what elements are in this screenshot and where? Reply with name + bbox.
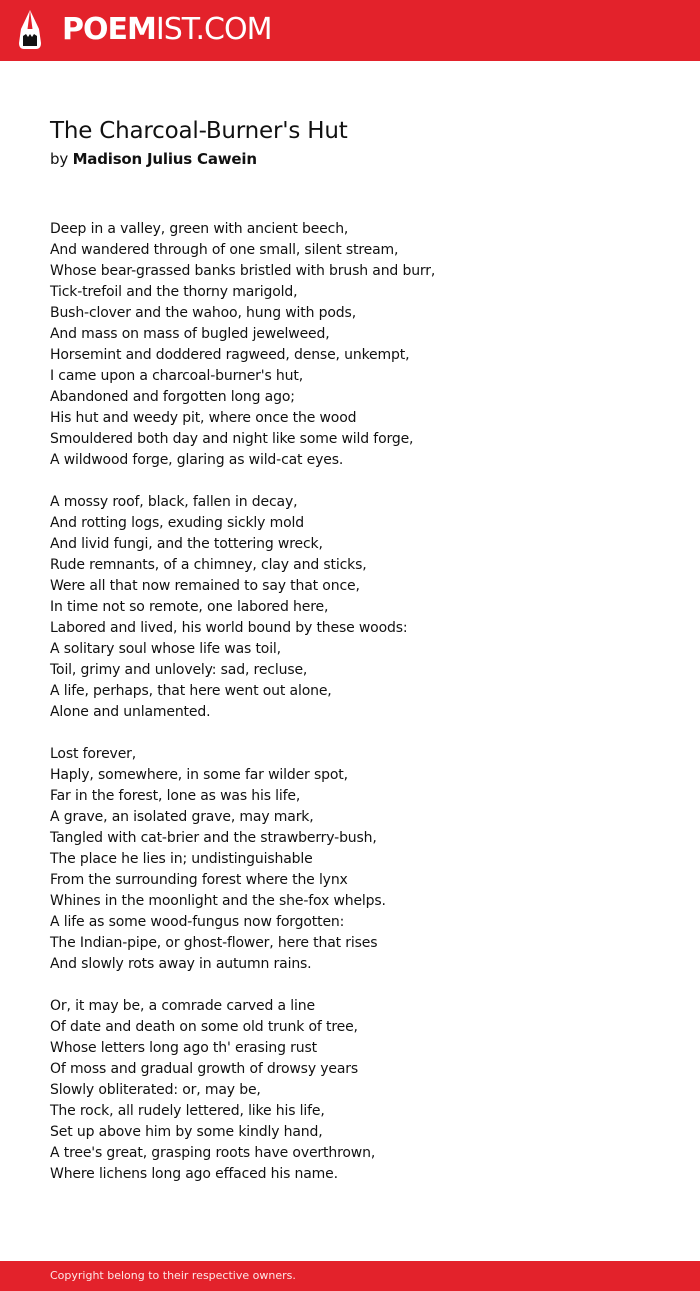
poem-line: Tick-trefoil and the thorny marigold, bbox=[50, 284, 298, 300]
poem-line: Set up above him by some kindly hand, bbox=[50, 1124, 323, 1140]
poem-line: Where lichens long ago effaced his name. bbox=[50, 1166, 338, 1182]
poem-line: His hut and weedy pit, where once the wood bbox=[50, 410, 357, 426]
poem-line: The place he lies in; undistinguishable bbox=[50, 851, 313, 867]
poem-line: And livid fungi, and the tottering wreck, bbox=[50, 536, 323, 552]
poem-line: Alone and unlamented. bbox=[50, 704, 211, 720]
poem-line: Rude remnants, of a chimney, clay and sticks, bbox=[50, 557, 367, 573]
poem-line: Of date and death on some old trunk of tree, bbox=[50, 1019, 358, 1035]
poem-title: The Charcoal-Burner's Hut bbox=[50, 118, 348, 144]
poem-stanza bbox=[50, 492, 670, 723]
poem-stanza bbox=[50, 219, 670, 471]
poem-line: The rock, all rudely lettered, like his life, bbox=[50, 1103, 325, 1119]
poem-line: A life, perhaps, that here went out alone, bbox=[50, 683, 332, 699]
poem-line: Were all that now remained to say that once, bbox=[50, 578, 360, 594]
pen-nib-icon[interactable] bbox=[18, 9, 42, 51]
poem-line: And mass on mass of bugled jewelweed, bbox=[50, 326, 330, 342]
poem-line: Of moss and gradual growth of drowsy years bbox=[50, 1061, 359, 1077]
by-prefix: by bbox=[50, 150, 68, 168]
poem-line: Labored and lived, his world bound by these woods: bbox=[50, 620, 408, 636]
poem-line: Toil, grimy and unlovely: sad, recluse, bbox=[50, 662, 308, 678]
site-footer bbox=[0, 1261, 700, 1291]
poem-line: I came upon a charcoal-burner's hut, bbox=[50, 368, 304, 384]
poem-line: A grave, an isolated grave, may mark, bbox=[50, 809, 314, 825]
poem-line: And slowly rots away in autumn rains. bbox=[50, 956, 312, 972]
poem-line: Abandoned and forgotten long ago; bbox=[50, 389, 295, 405]
poem-line: In time not so remote, one labored here, bbox=[50, 599, 329, 615]
copyright-notice: Copyright belong to their respective owners. bbox=[50, 1269, 296, 1282]
site-header bbox=[0, 0, 700, 61]
poem-line: Whines in the moonlight and the she-fox whelps. bbox=[50, 893, 386, 909]
poem-line: Tangled with cat-brier and the strawberry-bush, bbox=[50, 830, 377, 846]
poem-line: Whose letters long ago th' erasing rust bbox=[50, 1040, 317, 1056]
poem-line: Smouldered both day and night like some wild forge, bbox=[50, 431, 414, 447]
poem-body bbox=[50, 219, 670, 1206]
poem-line: Haply, somewhere, in some far wilder spot, bbox=[50, 767, 348, 783]
poem-line: A solitary soul whose life was toil, bbox=[50, 641, 281, 657]
poem-line: And rotting logs, exuding sickly mold bbox=[50, 515, 304, 531]
poem-line: Bush-clover and the wahoo, hung with pods, bbox=[50, 305, 356, 321]
poem-line: A tree's great, grasping roots have overthrown, bbox=[50, 1145, 376, 1161]
poem-line: A life as some wood-fungus now forgotten: bbox=[50, 914, 345, 930]
brand-strong: POEM bbox=[62, 12, 156, 47]
poem-stanza bbox=[50, 996, 670, 1185]
poem-line: A wildwood forge, glaring as wild-cat eyes. bbox=[50, 452, 344, 468]
poem-line: Lost forever, bbox=[50, 746, 137, 762]
poem-line: And wandered through of one small, silent stream, bbox=[50, 242, 399, 258]
poem-line: Or, it may be, a comrade carved a line bbox=[50, 998, 315, 1014]
poem-line: The Indian-pipe, or ghost-flower, here that rises bbox=[50, 935, 378, 951]
poem-line: Deep in a valley, green with ancient beech, bbox=[50, 221, 349, 237]
poem-line: Whose bear-grassed banks bristled with brush and burr, bbox=[50, 263, 436, 279]
brand-light: IST.COM bbox=[155, 12, 272, 47]
poem-line: From the surrounding forest where the lynx bbox=[50, 872, 348, 888]
poem-line: Slowly obliterated: or, may be, bbox=[50, 1082, 261, 1098]
site-brand-link[interactable] bbox=[62, 11, 271, 49]
byline bbox=[50, 148, 257, 170]
poem-line: A mossy roof, black, fallen in decay, bbox=[50, 494, 298, 510]
poem-stanza bbox=[50, 744, 670, 975]
poem-line: Far in the forest, lone as was his life, bbox=[50, 788, 301, 804]
poem-line: Horsemint and doddered ragweed, dense, unkempt, bbox=[50, 347, 410, 363]
author-name: Madison Julius Cawein bbox=[72, 150, 257, 168]
